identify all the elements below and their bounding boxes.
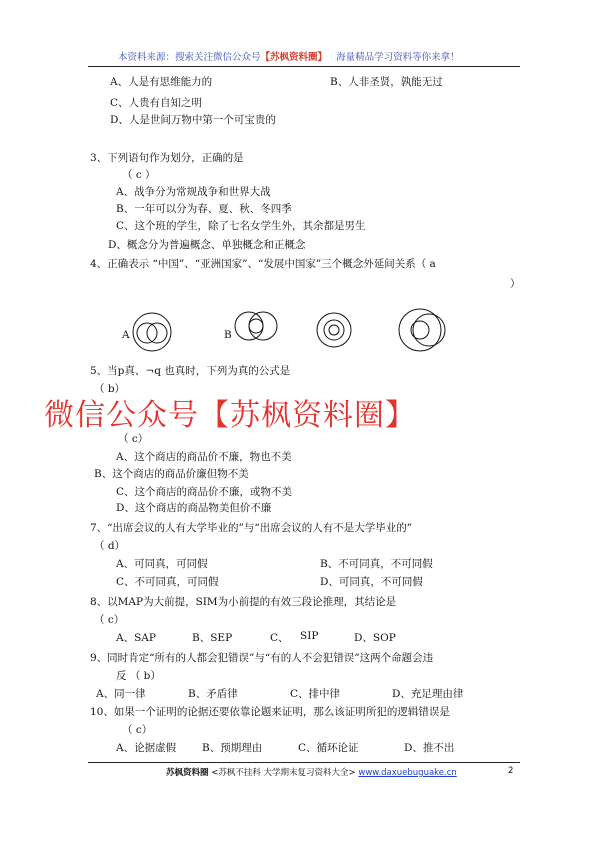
text-line: D、可同真，不可同假 <box>320 576 423 588</box>
text-line: B、预期理由 <box>202 742 263 754</box>
text-line: （ c） <box>122 724 153 736</box>
text-line: A、同一律 <box>96 688 146 700</box>
text-line: D、推不出 <box>404 742 455 754</box>
footer-note: <苏枫不挂科 大学期末复习资料大全> <box>211 768 356 778</box>
text-line: A、人是有思维能力的 <box>110 76 213 88</box>
watermark: 微信公众号【苏枫资料圈】 <box>44 398 416 433</box>
venn-diagram-a <box>130 312 180 352</box>
page-footer <box>166 766 457 778</box>
header-rule <box>88 66 520 67</box>
text-line: A、可同真，可同假 <box>116 558 208 570</box>
text-line: B、SEP <box>192 632 233 644</box>
venn-diagram-b <box>232 310 282 350</box>
text-line: D、这个商店的商品物美但价不廉 <box>116 502 272 514</box>
text-line: A <box>122 329 130 341</box>
text-line: C、循环论证 <box>298 742 359 754</box>
venn-diagram-c <box>316 312 356 352</box>
text-line: D、概念分为普遍概念、单独概念和正概念 <box>108 239 306 251</box>
text-line: SIP <box>300 630 319 642</box>
text-line: D、SOP <box>354 632 396 644</box>
text-line: A、战争分为常规战争和世界大战 <box>116 186 271 198</box>
venn-diagram-d <box>398 308 450 352</box>
text-line: A、SAP <box>116 632 156 644</box>
footer-brand: 苏枫资料圈 <box>166 768 209 778</box>
header-suffix: 海量精品学习资料等你来拿！ <box>336 52 460 63</box>
text-line: C、这个班的学生，除了七名女学生外，其余都是男生 <box>116 220 366 232</box>
text-line: 8、以MAP为大前提，SIM为小前提的有效三段论推理，其结论是 <box>90 596 397 608</box>
footer-link[interactable]: www.daxuebuguake.cn <box>358 768 457 778</box>
text-line: C、 <box>270 632 289 644</box>
text-line: 反 （ b） <box>116 670 161 682</box>
text-line: 3、下列语句作为划分，正确的是 <box>90 152 244 164</box>
text-line: B、这个商店的商品价廉但物不美 <box>94 468 249 480</box>
text-line: （ b） <box>94 383 126 395</box>
page-number: 2 <box>508 766 514 776</box>
text-line: D、充足理由律 <box>392 688 464 700</box>
text-line: 4、正确表示 “中国”、“亚洲国家”、“发展中国家”三个概念外延间关系（ a <box>90 258 436 270</box>
text-line: （ c） <box>118 433 149 445</box>
header-prefix: 本资料来源：搜索关注微信公众号 <box>118 52 261 63</box>
text-line: C、不可同真，可同假 <box>116 576 219 588</box>
page-header <box>118 49 460 63</box>
text-line: B、一年可以分为春、夏、秋、冬四季 <box>116 203 292 215</box>
text-line: 10、如果一个证明的论据还要依靠论题来证明，那么该证明所犯的逻辑错误是 <box>90 706 450 718</box>
header-brand: 【苏枫资料圈】 <box>260 52 328 63</box>
text-line: （ c ） <box>122 169 156 181</box>
text-line: 7、“出席会议的人有大学毕业的”与“出席会议的人有不是大学毕业的” <box>90 522 413 534</box>
text-line: A、论据虚假 <box>116 742 177 754</box>
text-line: B、矛盾律 <box>188 688 238 700</box>
text-line: C、人贵有自知之明 <box>110 97 203 109</box>
text-line: 5、当p真、¬q 也真时，下列为真的公式是 <box>90 365 291 377</box>
text-line: 9、同时肯定“所有的人都会犯错误”与“有的人不会犯错误”这两个命题会违 <box>90 652 434 664</box>
text-line: （ c） <box>94 614 125 626</box>
text-line: D、人是世间万物中第一个可宝贵的 <box>110 114 276 126</box>
text-line: （ d） <box>94 540 126 552</box>
text-line: B、人非圣贤，孰能无过 <box>330 76 443 88</box>
text-line: B <box>224 329 232 341</box>
text-line: C、排中律 <box>290 688 341 700</box>
text-line: B、不可同真，不可同假 <box>320 558 433 570</box>
footer-rule <box>88 762 520 763</box>
text-line: C、这个商店的商品价不廉，或物不美 <box>116 486 293 498</box>
text-line: A、这个商店的商品价不廉，物也不美 <box>116 451 292 463</box>
text-line: ） <box>510 278 521 290</box>
